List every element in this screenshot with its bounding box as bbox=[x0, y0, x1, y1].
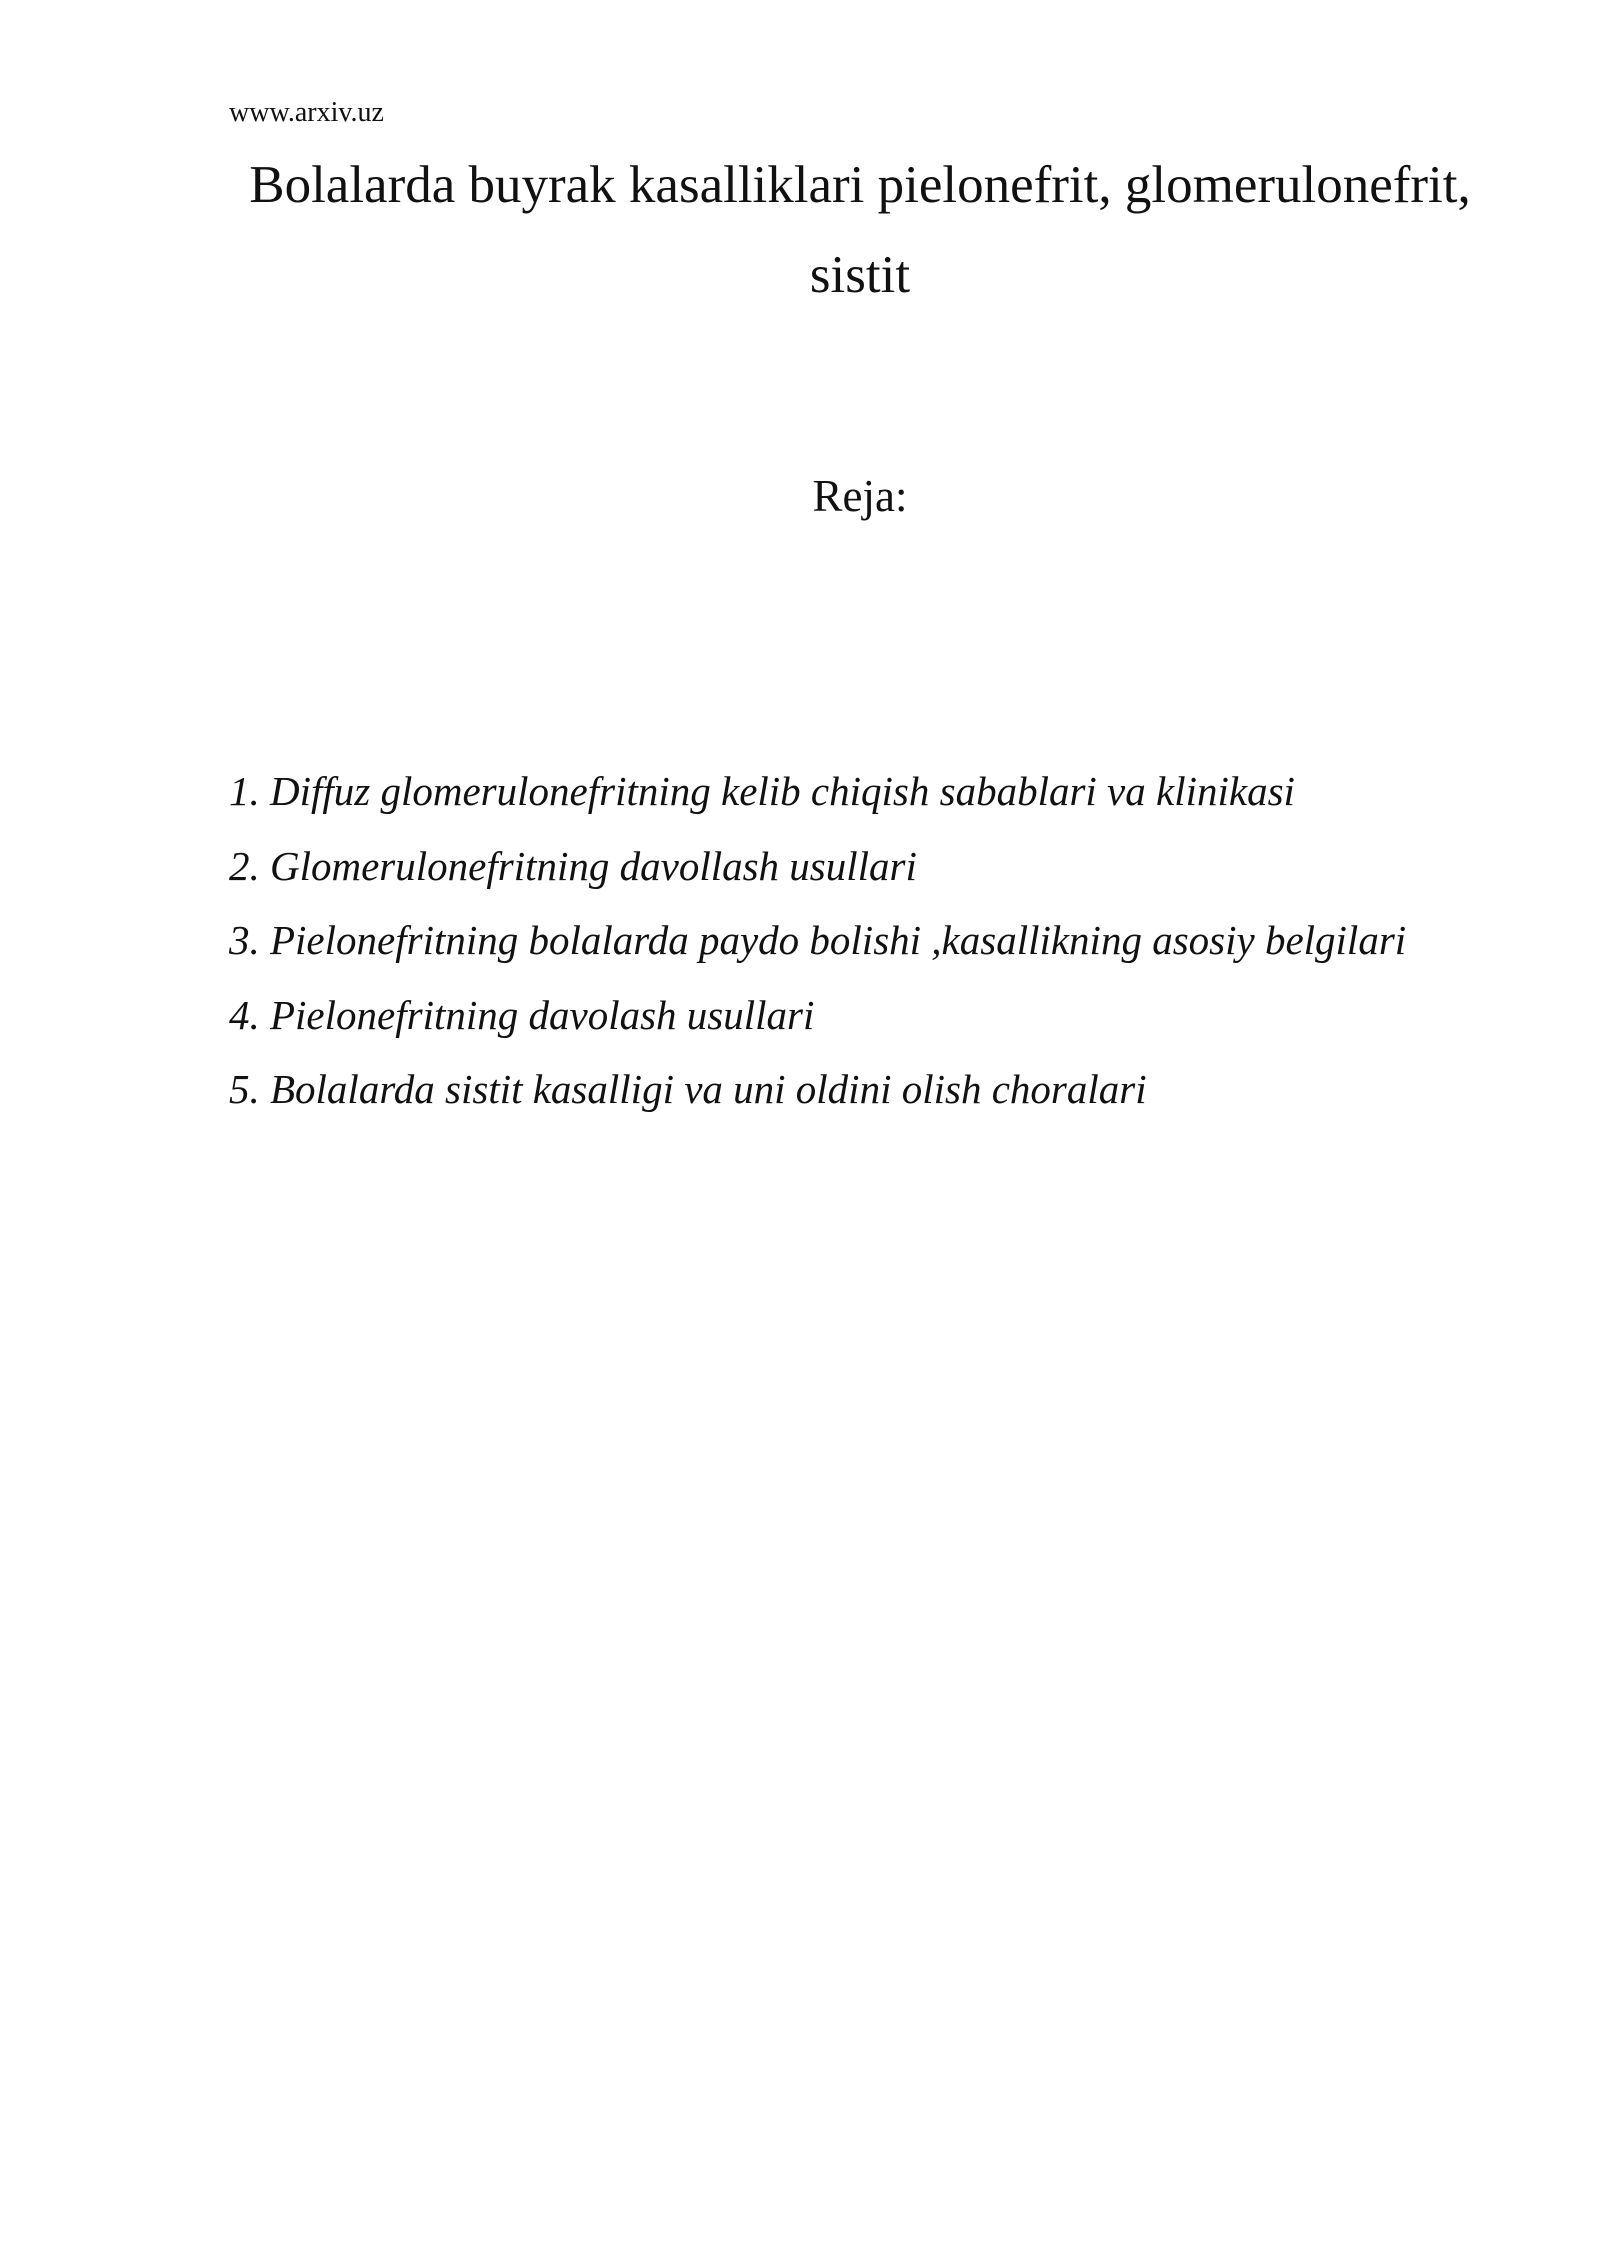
document-title-line-1: Bolalarda buyrak kasalliklari pielonefrit, glomerulonefrit, bbox=[249, 156, 1471, 214]
plan-heading: Reja: bbox=[812, 471, 908, 521]
plan-item-4: 4. Pielonefritning davolash usullari bbox=[229, 991, 815, 1038]
plan-item-5: 5. Bolalarda sistit kasalligi va uni oldini olish choralari bbox=[229, 1066, 1147, 1112]
document-title-line-2: sistit bbox=[809, 246, 911, 304]
header-url: www.arxiv.uz bbox=[229, 97, 384, 128]
document-title bbox=[200, 140, 1520, 320]
plan-item-2: 2. Glomerulonefritning davollash usullari bbox=[229, 842, 917, 889]
plan-list bbox=[229, 754, 1549, 1127]
plan-item-3: 3. Pielonefritning bolalarda paydo bolishi ,kasallikning asosiy belgilari bbox=[229, 917, 1407, 963]
plan-item-1: 1. Diffuz glomerulonefritning kelib chiqish sabablari va klinikasi bbox=[229, 768, 1295, 814]
